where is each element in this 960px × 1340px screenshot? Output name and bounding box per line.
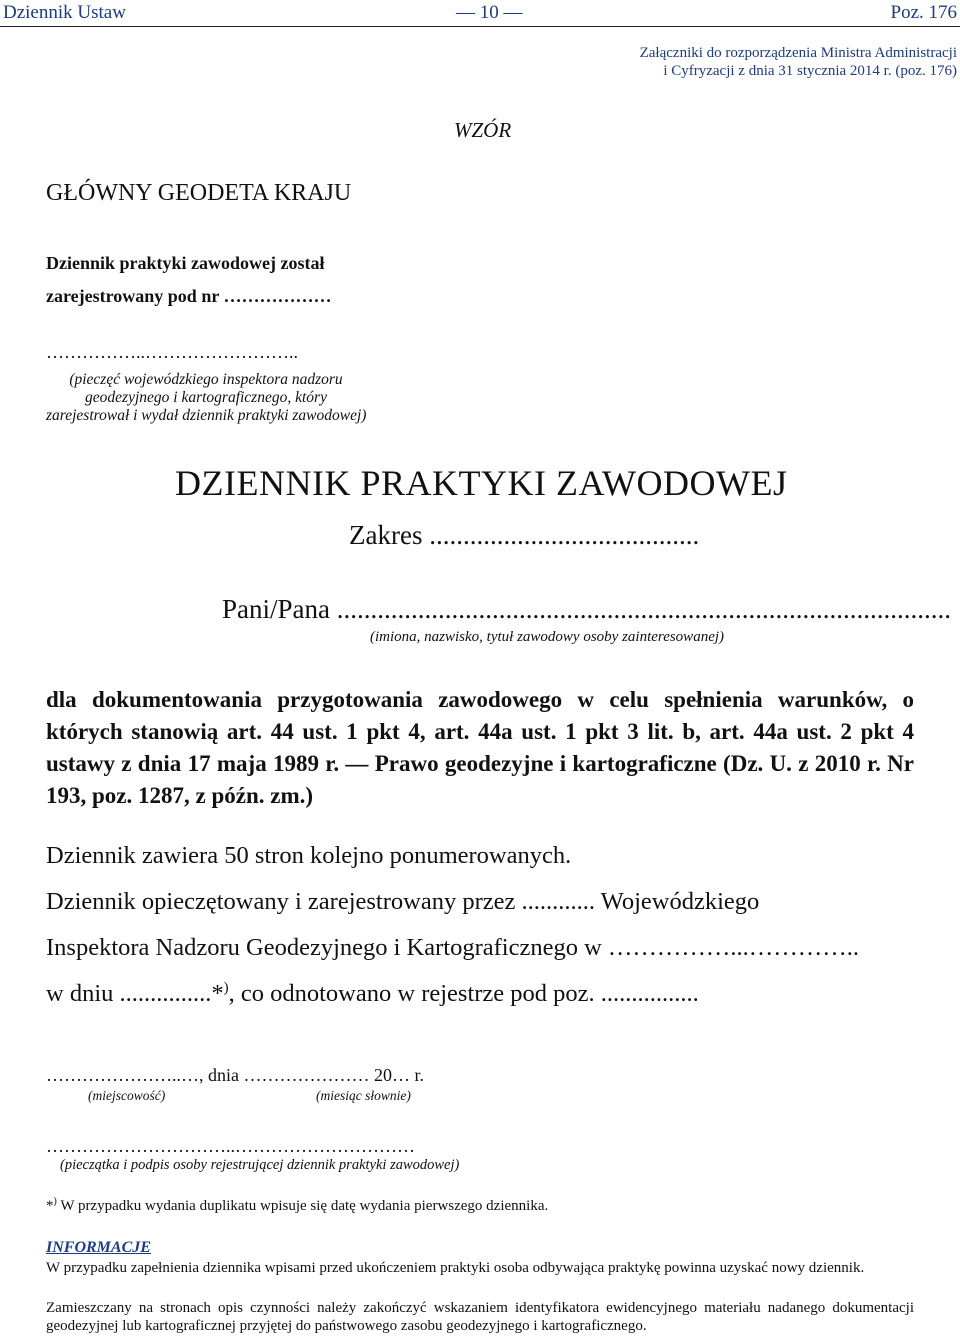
purpose-paragraph: dla dokumentowania przygotowania zawodowego w celu spełnienia warunków, o których stanowią art. 44 ust. 1 pkt 4, art. 44a ust. 1 pkt 3 lit. b, art. 44a ust. 2 pkt 4 ustawy z dnia 17 maja 1989 r. — Prawo geodezyjne i kartograficzne (Dz. U. z 2010 r. Nr 193, poz. 1287, z późn. zm.) — [46, 687, 914, 808]
authority-name: GŁÓWNY GEODETA KRAJU — [46, 180, 352, 206]
journal-name: Dziennik Ustaw — [3, 2, 126, 23]
position-number: Poz. 176 — [890, 2, 957, 23]
info-heading: INFORMACJE — [46, 1239, 151, 1256]
footnote: *) W przypadku wydania duplikatu wpisuje się datę wydania pierwszego dziennika. — [46, 1196, 549, 1214]
stamp-caption: (pieczęć wojewódzkiego inspektora nadzoru geodezyjnego i kartograficznego, który zarejestrował i wydał dziennik praktyki zawodowej) — [46, 371, 367, 424]
sealed-statement-2: Inspektora Nadzoru Geodezyjnego i Kartograficznego w ……………...………….. — [46, 934, 860, 961]
registration-line-1: Dziennik praktyki zawodowej został — [46, 253, 325, 273]
template-label: WZÓR — [454, 118, 512, 142]
annex-line-2: i Cyfryzacji z dnia 31 stycznia 2014 r. (poz. 176) — [663, 63, 957, 79]
info-paragraph-1: W przypadku zapełnienia dziennika wpisami przed ukończeniem praktyki osoba odbywająca praktykę powinna uzyskać nowy dziennik. — [46, 1260, 865, 1276]
signature-placeholder: …………………………..………………………… — [46, 1136, 415, 1156]
month-caption: (miesiąc słownie) — [316, 1088, 411, 1103]
trainee-field: Pani/Pana ........................................................................................... — [222, 594, 951, 624]
registration-date-line: w dniu ...............*), co odnotowano w rejestrze pod poz. ................ — [46, 980, 699, 1008]
page-header — [0, 0, 960, 27]
trainee-caption: (imiona, nazwisko, tytuł zawodowy osoby zainteresowanej) — [370, 629, 725, 645]
annex-note — [640, 44, 957, 80]
info-paragraph-2: Zamieszczany na stronach opis czynności należy zakończyć wskazaniem identyfikatora ewidencyjnego materiału nadanego dokumentacji geodezyjnej lub kartograficznej przyjętej do państwowego zasobu geodezyjnego i kartograficznego. — [46, 1300, 914, 1334]
page-number: — 10 — — [456, 2, 523, 23]
document-title: DZIENNIK PRAKTYKI ZAWODOWEJ — [175, 463, 788, 503]
place-caption: (miejscowość) — [88, 1088, 166, 1103]
sealed-statement-1: Dziennik opieczętowany i zarejestrowany przez ............ Wojewódzkiego — [46, 888, 760, 915]
pages-statement: Dziennik zawiera 50 stron kolejno ponumerowanych. — [46, 842, 572, 869]
annex-line-1: Załączniki do rozporządzenia Ministra Administracji — [639, 45, 957, 61]
scope-field: Zakres ........................................ — [349, 520, 700, 550]
place-date-line: …………………..…, dnia ………………… 20… r. — [46, 1065, 424, 1085]
stamp-placeholder: ……………..…………………….. — [46, 342, 298, 362]
signature-caption: (pieczątka i podpis osoby rejestrującej dziennik praktyki zawodowej) — [60, 1157, 460, 1173]
registration-line-2: zarejestrowany pod nr ……………… — [46, 286, 332, 306]
